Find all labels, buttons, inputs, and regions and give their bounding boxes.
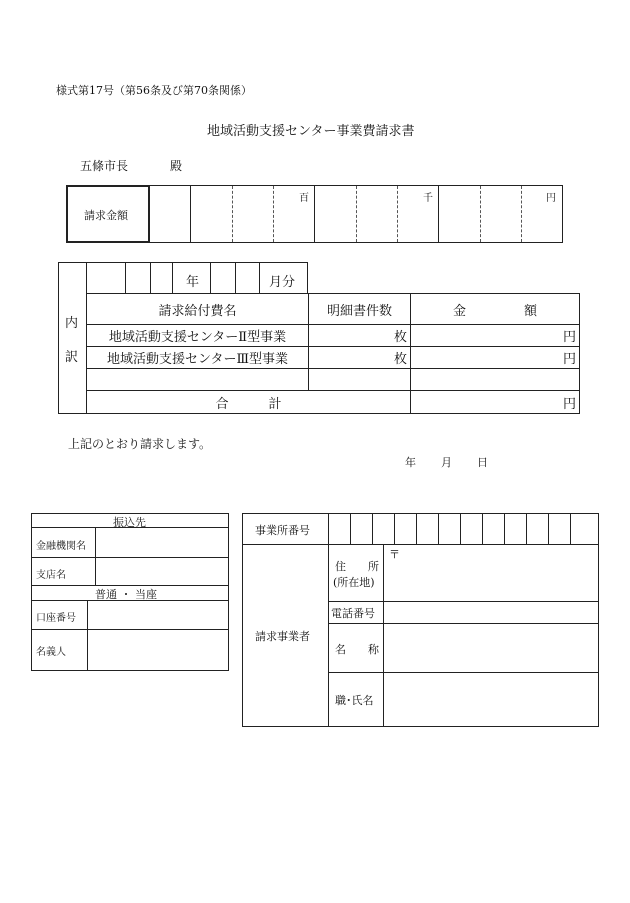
side-label-wake: 訳 bbox=[65, 350, 79, 365]
account-holder-label: 名義人 bbox=[36, 647, 66, 658]
account-holder-field[interactable] bbox=[88, 630, 228, 671]
account-number-label: 口座番号 bbox=[36, 613, 76, 624]
phone-label: 電話番号 bbox=[331, 607, 375, 620]
claimant-label: 請求事業者 bbox=[255, 630, 310, 643]
row-amount[interactable]: 円 bbox=[411, 325, 580, 347]
row-amount-blank[interactable] bbox=[411, 369, 580, 391]
honorific: 殿 bbox=[170, 159, 183, 173]
row-count-blank[interactable] bbox=[309, 369, 411, 391]
row-item-name: 地域活動支援センターⅢ型事業 bbox=[87, 347, 309, 369]
bank-branch-field[interactable] bbox=[96, 558, 228, 585]
office-number-field[interactable] bbox=[329, 514, 598, 544]
col-count-header: 明細書件数 bbox=[309, 294, 411, 325]
position-name-label: 職･氏名 bbox=[335, 694, 374, 707]
business-name-field[interactable] bbox=[384, 624, 598, 672]
date-month: 月 bbox=[441, 456, 452, 469]
row-count[interactable]: 枚 bbox=[309, 347, 411, 369]
amount-header-kin: 金 bbox=[452, 303, 466, 319]
col-amount-header bbox=[411, 294, 580, 325]
date-year: 年 bbox=[405, 456, 416, 469]
address-sub-label: (所在地) bbox=[333, 576, 375, 589]
amount-label: 請求金額 bbox=[84, 209, 128, 222]
document-title: 地域活動支援センター事業費請求書 bbox=[207, 124, 415, 139]
table-row bbox=[87, 347, 580, 369]
row-item-blank[interactable] bbox=[87, 369, 309, 391]
phone-field[interactable] bbox=[384, 602, 598, 623]
breakdown-grid bbox=[86, 293, 580, 414]
table-row bbox=[87, 325, 580, 347]
unit-hundred: 百 bbox=[299, 193, 309, 204]
side-label-uchi: 内 bbox=[65, 316, 79, 331]
col-item-header: 請求給付費名 bbox=[87, 294, 309, 325]
month-label: 月分 bbox=[269, 275, 296, 290]
total-row bbox=[87, 391, 580, 414]
table-row bbox=[87, 369, 580, 391]
unit-yen: 円 bbox=[546, 193, 556, 204]
total-label-go: 合 bbox=[215, 396, 229, 412]
date-day: 日 bbox=[477, 456, 488, 469]
business-name-label: 名 称 bbox=[335, 643, 379, 656]
amount-header-gaku: 額 bbox=[524, 303, 538, 319]
statement: 上記のとおり請求します。 bbox=[68, 437, 212, 451]
total-label bbox=[87, 391, 411, 414]
form-number: 様式第17号（第56条及び第70条関係） bbox=[56, 84, 252, 97]
row-item-name: 地域活動支援センターⅡ型事業 bbox=[87, 325, 309, 347]
postal-mark: 〒 bbox=[389, 548, 400, 561]
total-label-kei: 計 bbox=[268, 396, 282, 412]
position-name-field[interactable] bbox=[384, 673, 598, 726]
bank-header: 振込先 bbox=[113, 516, 146, 529]
breakdown-side bbox=[58, 262, 87, 414]
row-count[interactable]: 枚 bbox=[309, 325, 411, 347]
bank-institution-field[interactable] bbox=[96, 528, 228, 557]
total-amount[interactable]: 円 bbox=[411, 391, 580, 414]
bank-institution-label: 金融機関名 bbox=[36, 541, 86, 552]
account-number-field[interactable] bbox=[88, 601, 228, 629]
unit-thousand: 千 bbox=[423, 193, 433, 204]
address-field[interactable] bbox=[384, 545, 598, 601]
bank-branch-label: 支店名 bbox=[36, 570, 66, 581]
addressee: 五條市長 bbox=[80, 159, 129, 173]
account-type[interactable]: 普通 ・ 当座 bbox=[95, 588, 157, 601]
year-label: 年 bbox=[186, 275, 200, 290]
office-number-label: 事業所番号 bbox=[255, 524, 310, 537]
address-label: 住 所 bbox=[335, 560, 379, 573]
row-amount[interactable]: 円 bbox=[411, 347, 580, 369]
